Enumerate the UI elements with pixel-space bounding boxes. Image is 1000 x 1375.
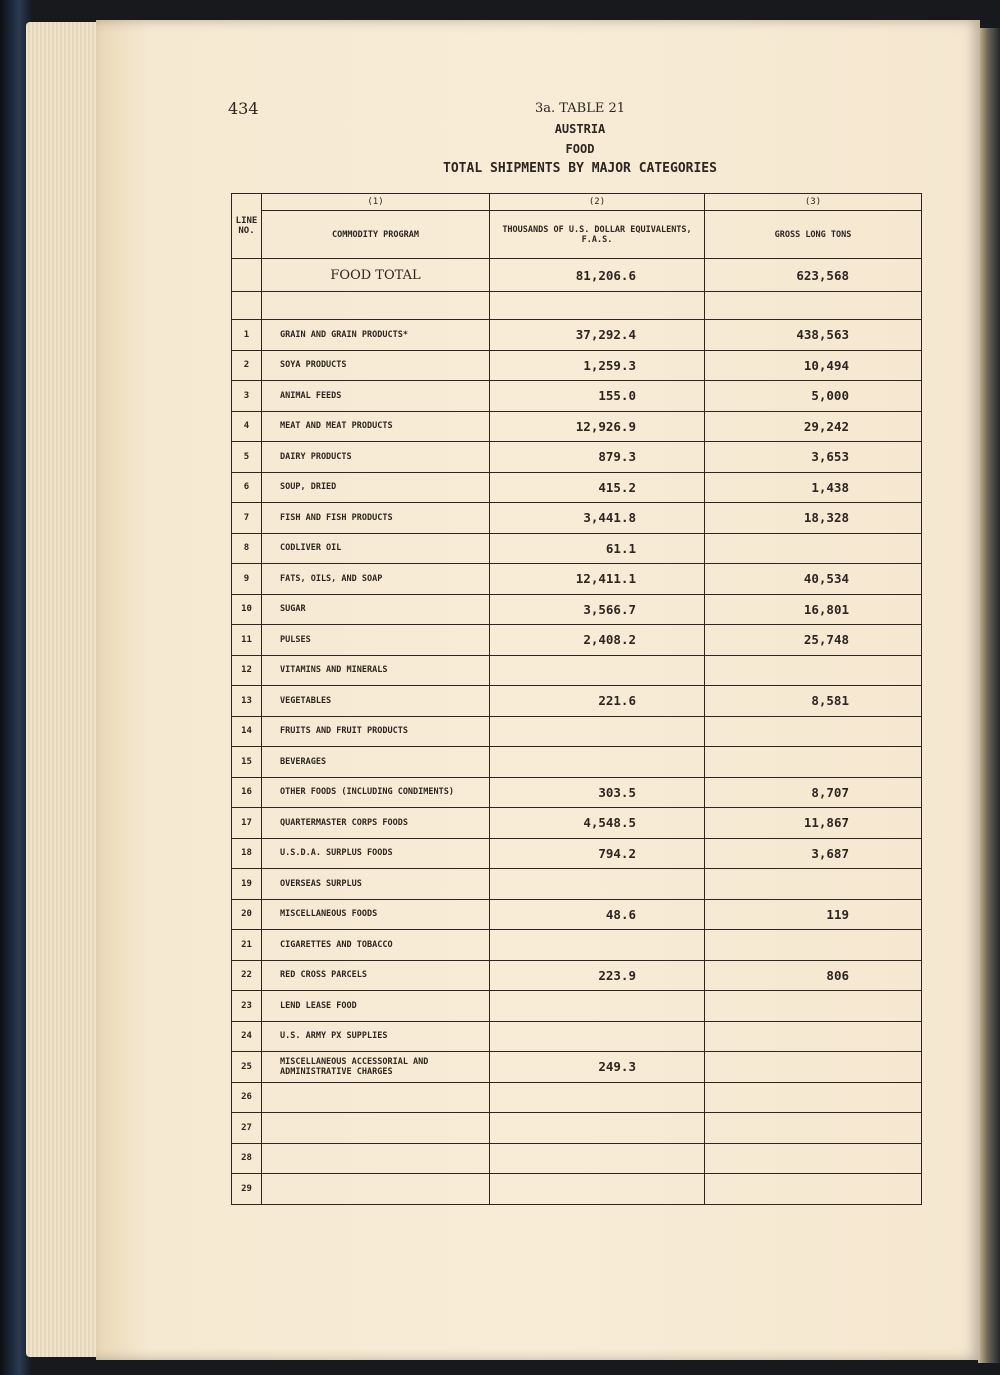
commodity-program: QUARTERMASTER CORPS FOODS	[262, 808, 490, 839]
line-number: 25	[232, 1052, 262, 1083]
usd-value	[490, 930, 705, 961]
facing-page-edge	[978, 28, 1000, 1363]
commodity-program: FATS, OILS, AND SOAP	[262, 564, 490, 595]
tons-value	[705, 991, 922, 1022]
tons-value	[705, 1021, 922, 1052]
tons-value: 25,748	[705, 625, 922, 656]
commodity-program: VEGETABLES	[262, 686, 490, 717]
table-row	[232, 1174, 922, 1205]
tons-value: 3,687	[705, 838, 922, 869]
table-number: 3a. TABLE 21	[535, 101, 625, 116]
usd-value: 794.2	[490, 838, 705, 869]
tons-value: 1,438	[705, 472, 922, 503]
line-number: 29	[232, 1174, 262, 1205]
usd-value: 48.6	[490, 899, 705, 930]
tons-value	[705, 533, 922, 564]
program-header: COMMODITY PROGRAM	[262, 210, 490, 258]
usd-value: 3,566.7	[490, 594, 705, 625]
commodity-program: FISH AND FISH PRODUCTS	[262, 503, 490, 534]
line-number: 22	[232, 960, 262, 991]
tons-value: 3,653	[705, 442, 922, 473]
tons-value: 40,534	[705, 564, 922, 595]
table-row	[232, 655, 922, 686]
table-row	[232, 1113, 922, 1144]
commodity-program: PULSES	[262, 625, 490, 656]
usd-value	[490, 1174, 705, 1205]
commodity-program: FRUITS AND FRUIT PRODUCTS	[262, 716, 490, 747]
table-row	[232, 808, 922, 839]
line-number: 9	[232, 564, 262, 595]
table-row	[232, 350, 922, 381]
usd-value: 12,411.1	[490, 564, 705, 595]
usd-value: 4,548.5	[490, 808, 705, 839]
commodity-program: MEAT AND MEAT PRODUCTS	[262, 411, 490, 442]
table-row	[232, 503, 922, 534]
tons-value: 806	[705, 960, 922, 991]
table-row	[232, 1052, 922, 1083]
tons-value	[705, 930, 922, 961]
tons-value	[705, 655, 922, 686]
usd-value: 37,292.4	[490, 320, 705, 351]
table-row	[232, 960, 922, 991]
tons-value: 5,000	[705, 381, 922, 412]
usd-value: 303.5	[490, 777, 705, 808]
commodity-program	[262, 1143, 490, 1174]
commodity-program	[262, 1174, 490, 1205]
table-row	[232, 1021, 922, 1052]
usd-value: 61.1	[490, 533, 705, 564]
line-number: 12	[232, 655, 262, 686]
table-row	[232, 1082, 922, 1113]
line-number: 4	[232, 411, 262, 442]
line-number: 14	[232, 716, 262, 747]
commodity-program: GRAIN AND GRAIN PRODUCTS*	[262, 320, 490, 351]
tons-value: 438,563	[705, 320, 922, 351]
usd-value: 879.3	[490, 442, 705, 473]
usd-value: 3,441.8	[490, 503, 705, 534]
usd-value: 415.2	[490, 472, 705, 503]
tons-value	[705, 869, 922, 900]
line-number: 6	[232, 472, 262, 503]
commodity-program: DAIRY PRODUCTS	[262, 442, 490, 473]
commodity-program: OTHER FOODS (INCLUDING CONDIMENTS)	[262, 777, 490, 808]
table-row	[232, 747, 922, 778]
table-row	[232, 594, 922, 625]
tons-header: GROSS LONG TONS	[705, 210, 922, 258]
usd-value: 221.6	[490, 686, 705, 717]
usd-value: 249.3	[490, 1052, 705, 1083]
line-number: 11	[232, 625, 262, 656]
line-number: 15	[232, 747, 262, 778]
line-number: 8	[232, 533, 262, 564]
tons-value: 18,328	[705, 503, 922, 534]
usd-value: 155.0	[490, 381, 705, 412]
tons-value: 10,494	[705, 350, 922, 381]
line-number: 7	[232, 503, 262, 534]
table-row	[232, 472, 922, 503]
table-row	[232, 686, 922, 717]
line-number: 28	[232, 1143, 262, 1174]
tons-value	[705, 1113, 922, 1144]
usd-value	[490, 1143, 705, 1174]
column-number-3: (3)	[705, 194, 922, 211]
column-number-2: (2)	[490, 194, 705, 211]
commodity-program: SOUP, DRIED	[262, 472, 490, 503]
column-header-row	[232, 210, 922, 258]
table-row	[232, 930, 922, 961]
tons-value	[705, 1143, 922, 1174]
usd-value: 223.9	[490, 960, 705, 991]
line-number: 16	[232, 777, 262, 808]
line-number: 13	[232, 686, 262, 717]
column-number-1: (1)	[262, 194, 490, 211]
table-row	[232, 381, 922, 412]
usd-value	[490, 991, 705, 1022]
line-number: 2	[232, 350, 262, 381]
usd-value	[490, 655, 705, 686]
table-row	[232, 564, 922, 595]
usd-value	[490, 869, 705, 900]
commodity-program: CIGARETTES AND TOBACCO	[262, 930, 490, 961]
tons-value: 11,867	[705, 808, 922, 839]
table-row	[232, 838, 922, 869]
commodity-program: CODLIVER OIL	[262, 533, 490, 564]
table-row	[232, 625, 922, 656]
usd-value: 2,408.2	[490, 625, 705, 656]
commodity-program	[262, 1113, 490, 1144]
table-subtitle: TOTAL SHIPMENTS BY MAJOR CATEGORIES	[443, 161, 717, 176]
table-row	[232, 899, 922, 930]
usd-value	[490, 747, 705, 778]
tons-value: 119	[705, 899, 922, 930]
line-number: 18	[232, 838, 262, 869]
line-number: 23	[232, 991, 262, 1022]
tons-value: 8,581	[705, 686, 922, 717]
table-row	[232, 869, 922, 900]
commodity-program: VITAMINS AND MINERALS	[262, 655, 490, 686]
category-title: FOOD	[565, 142, 595, 156]
shipments-table	[231, 193, 922, 1205]
spacer-row	[232, 291, 922, 319]
commodity-program: RED CROSS PARCELS	[262, 960, 490, 991]
line-no-header: LINE NO.	[232, 194, 262, 259]
column-number-row	[232, 194, 922, 211]
line-number: 21	[232, 930, 262, 961]
table-row	[232, 991, 922, 1022]
table-row	[232, 716, 922, 747]
table-row	[232, 411, 922, 442]
commodity-program: U.S. ARMY PX SUPPLIES	[262, 1021, 490, 1052]
usd-value	[490, 1021, 705, 1052]
usd-value	[490, 1113, 705, 1144]
tons-value: 16,801	[705, 594, 922, 625]
line-number: 3	[232, 381, 262, 412]
table-row	[232, 442, 922, 473]
commodity-program: BEVERAGES	[262, 747, 490, 778]
food-total-tons: 623,568	[705, 259, 922, 292]
food-total-row	[232, 259, 922, 292]
commodity-program: SOYA PRODUCTS	[262, 350, 490, 381]
commodity-program	[262, 1082, 490, 1113]
line-number: 19	[232, 869, 262, 900]
commodity-program: ANIMAL FEEDS	[262, 381, 490, 412]
table-row	[232, 1143, 922, 1174]
commodity-program: MISCELLANEOUS ACCESSORIAL AND ADMINISTRATIVE CHARGES	[262, 1052, 490, 1083]
table-row	[232, 320, 922, 351]
commodity-program: SUGAR	[262, 594, 490, 625]
tons-value: 8,707	[705, 777, 922, 808]
food-total-label: FOOD TOTAL	[262, 259, 490, 292]
tons-value	[705, 747, 922, 778]
tons-value	[705, 1052, 922, 1083]
usd-header: THOUSANDS OF U.S. DOLLAR EQUIVALENTS, F.A.S.	[490, 210, 705, 258]
commodity-program: U.S.D.A. SURPLUS FOODS	[262, 838, 490, 869]
table-row	[232, 533, 922, 564]
line-number: 27	[232, 1113, 262, 1144]
table-row	[232, 777, 922, 808]
page-number: 434	[228, 99, 259, 118]
commodity-program: MISCELLANEOUS FOODS	[262, 899, 490, 930]
line-number: 10	[232, 594, 262, 625]
commodity-program: OVERSEAS SURPLUS	[262, 869, 490, 900]
tons-value	[705, 1174, 922, 1205]
usd-value: 1,259.3	[490, 350, 705, 381]
tons-value	[705, 1082, 922, 1113]
usd-value	[490, 716, 705, 747]
line-number: 5	[232, 442, 262, 473]
line-number: 20	[232, 899, 262, 930]
country-title: AUSTRIA	[554, 122, 606, 136]
table-title-block	[330, 99, 830, 179]
usd-value	[490, 1082, 705, 1113]
line-number: 1	[232, 320, 262, 351]
commodity-program: LEND LEASE FOOD	[262, 991, 490, 1022]
tons-value	[705, 716, 922, 747]
tons-value: 29,242	[705, 411, 922, 442]
line-number: 24	[232, 1021, 262, 1052]
line-number: 17	[232, 808, 262, 839]
usd-value: 12,926.9	[490, 411, 705, 442]
food-total-usd: 81,206.6	[490, 259, 705, 292]
line-number: 26	[232, 1082, 262, 1113]
